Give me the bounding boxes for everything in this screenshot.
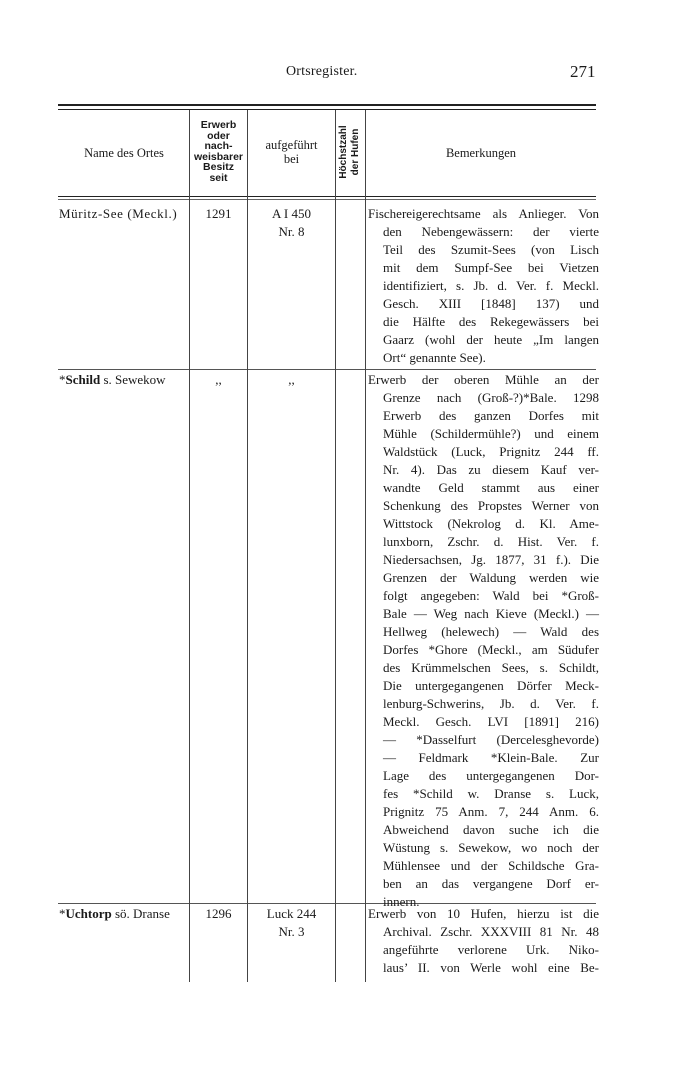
remarks-line: folgt angegeben: Wald bei *Groß- bbox=[383, 588, 599, 603]
listed-at-line: Luck 244 bbox=[266, 906, 317, 921]
remarks-line: mit dem Sumpf-See bei Vietzen bbox=[383, 260, 599, 275]
col-header-aufgefuehrt bbox=[248, 138, 335, 166]
remarks-line: Nr. 4). Das zu diesem Kauf ver- bbox=[383, 462, 599, 477]
listed-at bbox=[248, 205, 335, 241]
remarks-line: Fischereigerechtsame als Anlieger. Von bbox=[368, 206, 599, 221]
remarks-line: Wüstung s. Sewekow, wo noch der bbox=[383, 840, 599, 855]
remarks bbox=[368, 905, 599, 977]
remarks-line: Wittstock (Nekrolog d. Kl. Ame- bbox=[383, 516, 599, 531]
listed-at-line: Nr. 3 bbox=[278, 924, 305, 939]
col-header-erwerb bbox=[190, 120, 247, 183]
wüstung-marker: * bbox=[59, 906, 66, 921]
col-header-erwerb-line: Besitz bbox=[203, 161, 234, 173]
col-header-hufen-line: Höchstzahl bbox=[338, 125, 349, 179]
listed-at-line: A I 450 bbox=[272, 206, 311, 221]
remarks-line: die Hälfte des Rekegewässers bei bbox=[383, 314, 599, 329]
col-header-hufen bbox=[338, 102, 362, 202]
table-top-rule bbox=[58, 104, 596, 106]
col-header-aufgefuehrt-line: bei bbox=[283, 152, 300, 166]
remarks-line: Hellweg (helewech) — Wald des bbox=[383, 624, 599, 639]
col-header-erwerb-line: weisbarer bbox=[193, 150, 244, 163]
page-header bbox=[0, 62, 700, 86]
remarks-line: ben an das vergangene Dorf er- bbox=[383, 876, 599, 891]
col-header-erwerb-line: Erwerb bbox=[200, 119, 237, 131]
column-divider bbox=[189, 110, 190, 982]
remarks-line: fes *Schild w. Dranse s. Luck, bbox=[383, 786, 599, 801]
column-divider bbox=[365, 110, 366, 982]
remarks-line: Mühlensee und der Schildsche Gra- bbox=[383, 858, 599, 873]
remarks-line: Bale — Weg nach Kieve (Meckl.) — bbox=[383, 606, 599, 621]
col-header-hufen-line: der Hufen bbox=[350, 128, 361, 176]
col-header-erwerb-line: nach- bbox=[204, 140, 233, 152]
remarks-line: Erwerb der oberen Mühle an der bbox=[368, 372, 599, 387]
col-header-erwerb-line: oder bbox=[207, 129, 230, 142]
remarks-line: Meckl. Gesch. LVI [1891] 216) bbox=[383, 714, 599, 729]
row-separator bbox=[58, 369, 596, 370]
place-name: Müritz-See (Meckl.) bbox=[59, 206, 178, 221]
remarks-line: Grenze nach (Groß-?)*Bale. 1298 bbox=[383, 390, 599, 405]
place-name bbox=[59, 905, 170, 923]
remarks-line: laus’ II. von Werle wohl eine Be- bbox=[383, 960, 599, 975]
remarks-line: Waldstück (Luck, Prignitz 244 ff. bbox=[383, 444, 599, 459]
remarks-line: wandte Geld stammt aus einer bbox=[383, 480, 599, 495]
remarks-line: Teil des Szumit-Sees (von Lisch bbox=[383, 242, 599, 257]
remarks bbox=[368, 205, 599, 367]
remarks-line: lunxborn, Zschr. d. Hist. Ver. f. bbox=[383, 534, 599, 549]
header-bottom-rule bbox=[58, 196, 596, 197]
remarks-line: des Krümmelschen Sees, s. Schildt, bbox=[383, 660, 599, 675]
place-name-location: s. Sewekow bbox=[100, 372, 166, 387]
remarks-line: Prignitz 75 Anm. 7, 244 Anm. 6. bbox=[383, 804, 599, 819]
remarks-line: identifiziert, s. Jb. d. Ver. f. Meckl. bbox=[383, 278, 599, 293]
listed-at-line: Nr. 8 bbox=[278, 224, 305, 239]
column-divider bbox=[335, 110, 336, 982]
remarks-line: Niedersachsen, Jg. 1877, 31 f.). Die bbox=[383, 552, 599, 567]
col-header-erwerb-line: seit bbox=[209, 171, 228, 184]
listed-at-line: ,, bbox=[288, 372, 295, 387]
running-title: Ortsregister. bbox=[286, 64, 358, 79]
place-name-location: sö. Dranse bbox=[111, 906, 170, 921]
remarks-line: — Feldmark *Klein-Bale. Zur bbox=[383, 750, 599, 765]
remarks-line: lenburg-Schwerins, Jb. d. Ver. f. bbox=[383, 696, 599, 711]
remarks-line: Die untergegangenen Dörfer Meck- bbox=[383, 678, 599, 693]
remarks-line: Gesch. XIII [1848] 137) und bbox=[383, 296, 599, 311]
remarks-line: Schenkung des Propstes Werner von bbox=[383, 498, 599, 513]
place-name bbox=[59, 371, 166, 389]
listed-at bbox=[248, 371, 335, 389]
remarks-line: Erwerb des ganzen Dorfes mit bbox=[383, 408, 599, 423]
listed-at bbox=[248, 905, 335, 941]
col-header-name: Name des Ortes bbox=[84, 146, 164, 160]
remarks-line: angeführte verlorene Urk. Niko- bbox=[383, 942, 599, 957]
col-header-bemerkungen: Bemerkungen bbox=[445, 146, 517, 160]
remarks-line: Archival. Zschr. XXXVIII 81 Nr. 48 bbox=[383, 924, 599, 939]
remarks-line: Abweichend davon suche ich die bbox=[383, 822, 599, 837]
remarks-line: Lage des untergegangenen Dor- bbox=[383, 768, 599, 783]
remarks-line: den Nebengewässern: der vierte bbox=[383, 224, 599, 239]
remarks-line: Gaarz (wohl der heute „Im langen bbox=[383, 332, 599, 347]
remarks-line: innern. bbox=[383, 894, 420, 909]
remarks-line: Grenzen der Waldung werden wie bbox=[383, 570, 599, 585]
page-number: 271 bbox=[570, 62, 596, 81]
remarks-line: Dorfes *Ghore (Meckl., am Südufer bbox=[383, 642, 599, 657]
table-top-rule-thin bbox=[58, 109, 596, 110]
acquisition-year: 1296 bbox=[205, 906, 232, 921]
acquisition-year: ,, bbox=[215, 372, 222, 387]
header-bottom-rule-thin bbox=[58, 199, 596, 200]
col-header-aufgefuehrt-line: aufgeführt bbox=[265, 138, 318, 152]
place-name-main: Uchtorp bbox=[65, 906, 112, 921]
acquisition-year: 1291 bbox=[205, 206, 232, 221]
wüstung-marker: * bbox=[59, 372, 66, 387]
remarks-line: Ort“ genannte See). bbox=[383, 350, 486, 365]
place-name-main: Schild bbox=[65, 372, 101, 387]
remarks-line: Erwerb von 10 Hufen, hierzu ist die bbox=[368, 906, 599, 921]
remarks bbox=[368, 371, 599, 911]
remarks-line: Mühle (Schildermühle?) und einem bbox=[383, 426, 599, 441]
remarks-line: — *Dasselfurt (Dercelesghevorde) bbox=[383, 732, 599, 747]
